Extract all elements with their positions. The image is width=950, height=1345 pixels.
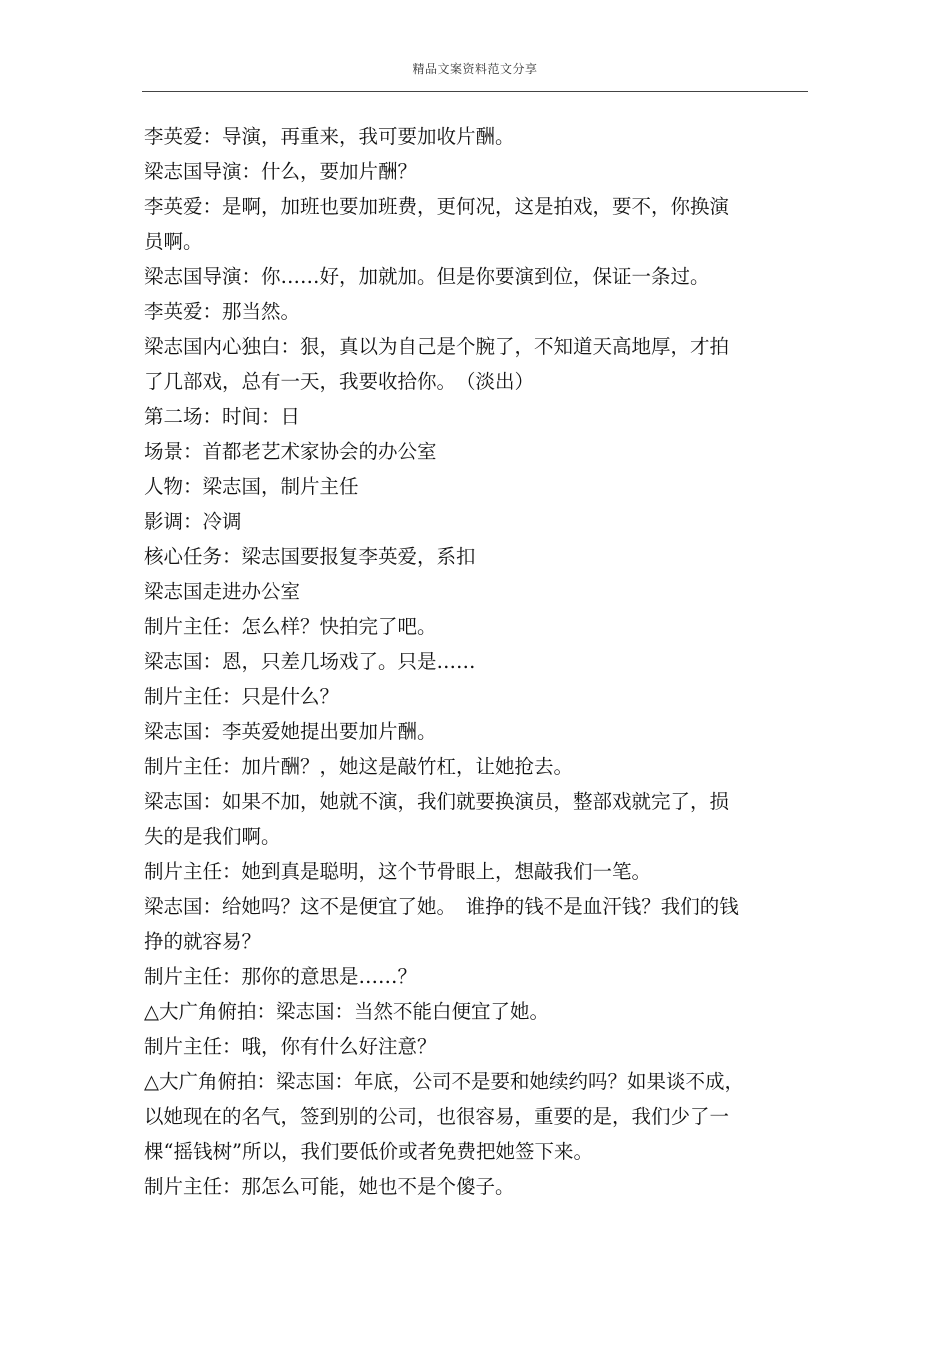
text-line: 制片主任：那你的意思是……？ (144, 965, 418, 988)
text-line: 梁志国：恩，只差几场戏了。只是…… (144, 650, 476, 673)
text-line: 棵“摇钱树”所以，我们要低价或者免费把她签下来。 (144, 1140, 593, 1163)
text-line: 以她现在的名气，签到别的公司，也很容易，重要的是，我们少了一 (144, 1105, 730, 1128)
text-line: 梁志国内心独白：狠，真以为自己是个腕了，不知道天高地厚，才拍 (144, 335, 730, 358)
text-line: 第二场：时间：日 (144, 405, 301, 428)
text-line: 李英爱：导演，再重来，我可要加收片酬。 (144, 125, 515, 148)
text-line: 梁志国走进办公室 (144, 580, 301, 603)
page-header: 精品文案资料范文分享 (412, 62, 538, 76)
text-line: 场景：首都老艺术家协会的办公室 (144, 440, 437, 463)
header-divider (142, 91, 808, 92)
text-line: 制片主任：怎么样？快拍完了吧。 (144, 615, 437, 638)
text-line: 梁志国：李英爱她提出要加片酬。 (144, 720, 437, 743)
text-line: △大广角俯拍：梁志国：年底，公司不是要和她续约吗？如果谈不成， (144, 1070, 744, 1093)
text-line: 梁志国：如果不加，她就不演，我们就要换演员，整部戏就完了，损 (144, 790, 730, 813)
text-line: 李英爱：是啊，加班也要加班费，更何况，这是拍戏，要不，你换演 (144, 195, 730, 218)
text-line: 核心任务：梁志国要报复李英爱，系扣 (144, 545, 476, 568)
text-line: 梁志国导演：你……好，加就加。但是你要演到位，保证一条过。 (144, 265, 710, 288)
text-line: △大广角俯拍：梁志国：当然不能白便宜了她。 (144, 1000, 549, 1023)
text-line: 制片主任：加片酬？，她这是敲竹杠，让她抢去。 (144, 755, 574, 778)
text-line: 制片主任：那怎么可能，她也不是个傻子。 (144, 1175, 515, 1198)
text-line: 制片主任：哦，你有什么好注意？ (144, 1035, 437, 1058)
text-line: 人物：梁志国，制片主任 (144, 475, 359, 498)
text-line: 李英爱：那当然。 (144, 300, 301, 323)
text-line: 失的是我们啊。 (144, 825, 281, 848)
text-line: 梁志国导演：什么，要加片酬？ (144, 160, 418, 183)
text-line: 梁志国：给她吗？这不是便宜了她。 谁挣的钱不是血汗钱？我们的钱 (144, 895, 739, 918)
text-line: 影调：冷调 (144, 510, 242, 533)
text-line: 挣的就容易？ (144, 930, 262, 953)
text-line: 员啊。 (144, 230, 203, 253)
script-body (144, 119, 794, 1204)
text-line: 制片主任：她到真是聪明，这个节骨眼上，想敲我们一笔。 (144, 860, 652, 883)
text-line: 制片主任：只是什么？ (144, 685, 340, 708)
text-line: 了几部戏，总有一天，我要收拾你。 （淡出） (144, 370, 535, 393)
